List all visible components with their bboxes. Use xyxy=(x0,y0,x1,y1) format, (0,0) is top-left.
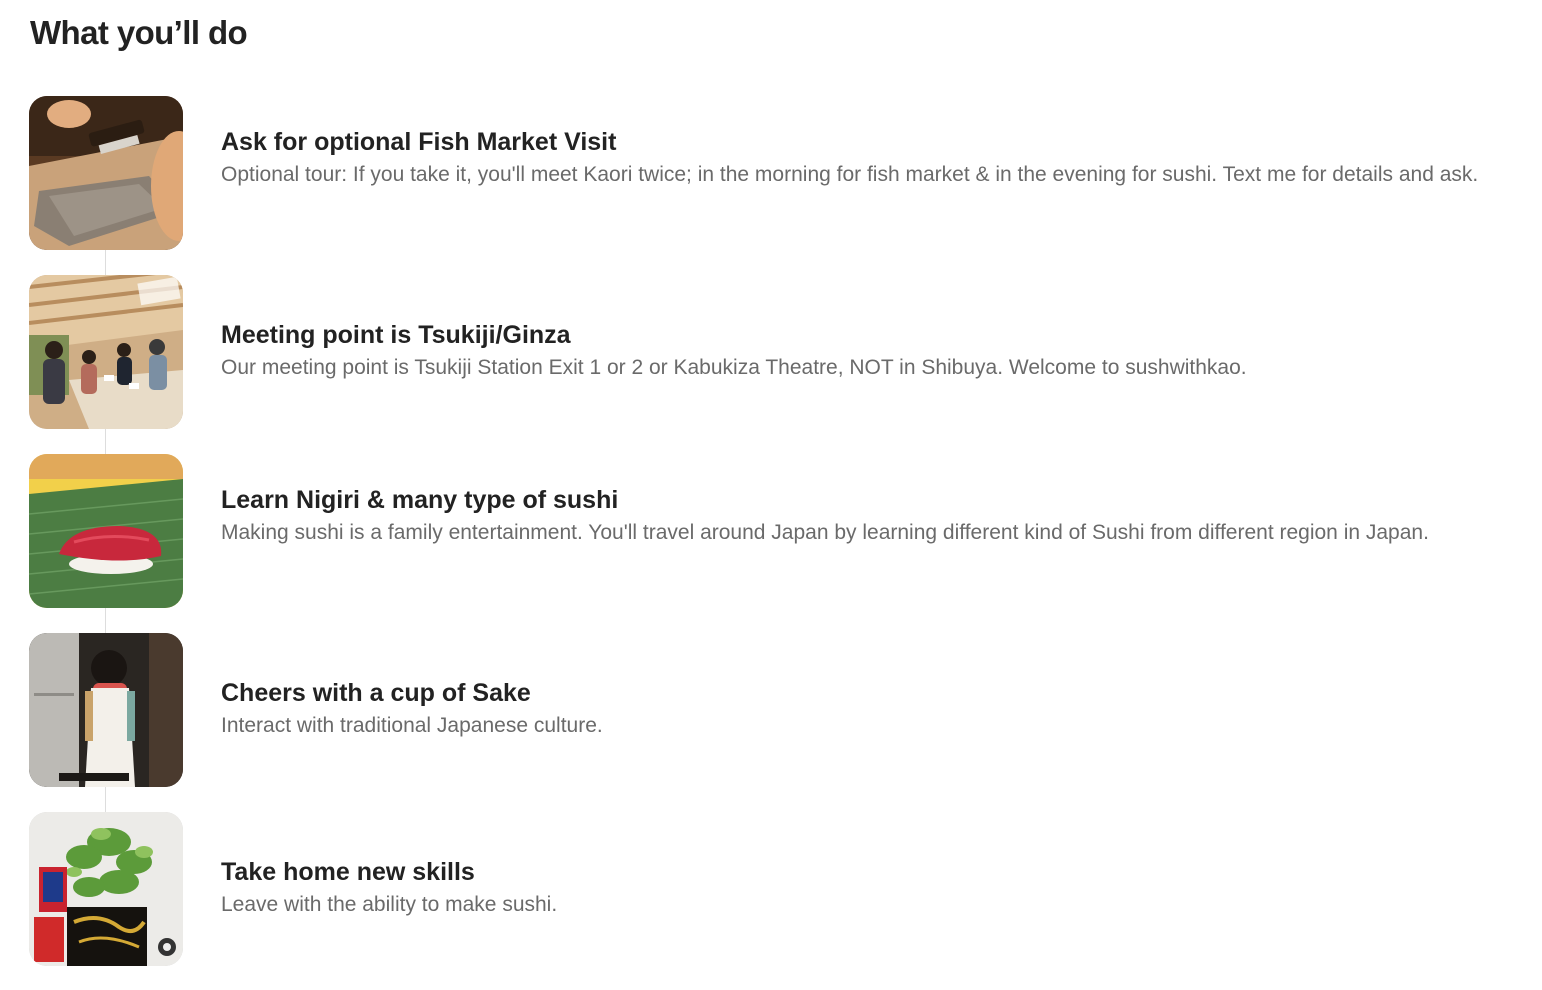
activity-item xyxy=(29,812,1529,966)
activity-description: Our meeting point is Tsukiji Station Exit 1 or 2 or Kabukiza Theatre, NOT in Shibuya. Welcome to sushwithkao. xyxy=(221,356,1247,379)
activity-title: Learn Nigiri & many type of sushi xyxy=(221,486,619,514)
activity-description: Making sushi is a family entertainment. You'll travel around Japan by learning different kind of Sushi from different region in Japan. xyxy=(221,521,1429,544)
activity-title: Take home new skills xyxy=(221,858,475,886)
group-dining-photo xyxy=(29,275,183,429)
activity-title: Ask for optional Fish Market Visit xyxy=(221,128,617,156)
nigiri-sushi-photo xyxy=(29,454,183,608)
activity-description: Leave with the ability to make sushi. xyxy=(221,893,558,916)
activity-item xyxy=(29,275,1529,429)
host-cooking-photo xyxy=(29,633,183,787)
activity-description: Optional tour: If you take it, you'll meet Kaori twice; in the morning for fish market & in the evening for sushi. Text me for details and ask. xyxy=(221,163,1479,186)
activity-item xyxy=(29,633,1529,787)
activity-title: Meeting point is Tsukiji/Ginza xyxy=(221,321,571,349)
fish-market-photo xyxy=(29,96,183,250)
activity-item xyxy=(29,96,1529,250)
activity-title: Cheers with a cup of Sake xyxy=(221,679,531,707)
activity-item xyxy=(29,454,1529,608)
activity-description: Interact with traditional Japanese culture. xyxy=(221,714,603,737)
section-title: What you’ll do xyxy=(30,14,248,51)
souvenir-plant-photo xyxy=(29,812,183,966)
